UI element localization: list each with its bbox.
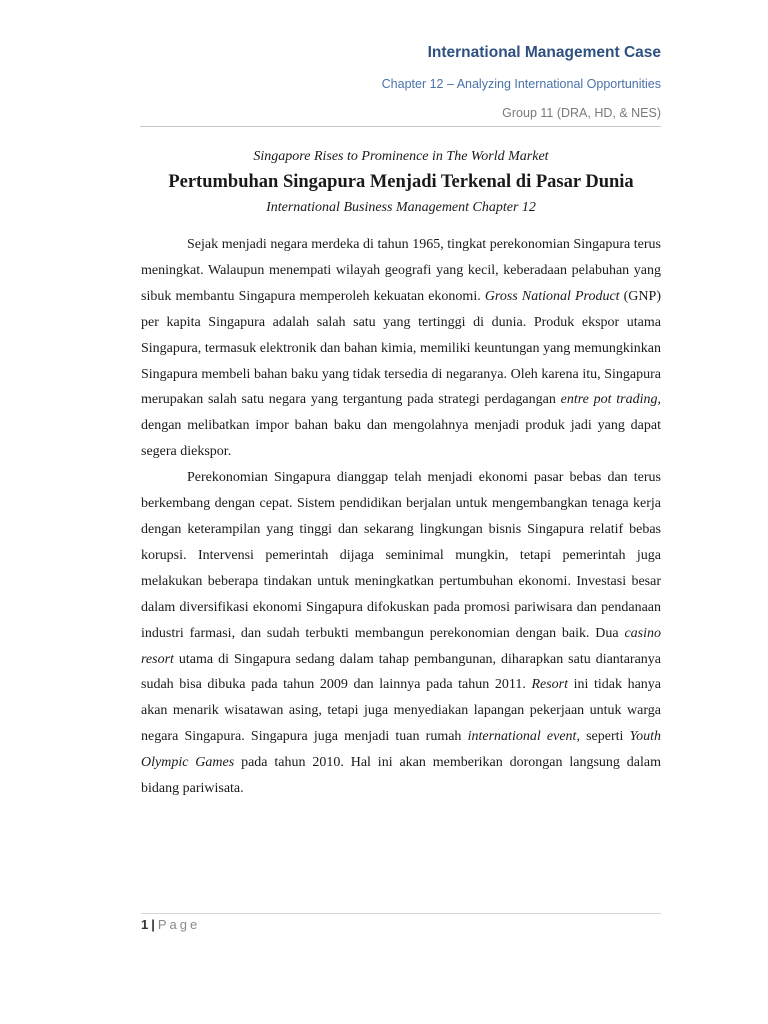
italic-text-run: Youth Olympic Games xyxy=(141,729,661,771)
paragraph xyxy=(141,465,661,802)
text-run: utama di Singapura sedang dalam tahap pembangunan, diharapkan satu diantaranya sudah bisa dibuka pada tahun 2009 dan lainnya pada tahun 2011. xyxy=(141,651,661,693)
italic-text-run: entre pot trading xyxy=(560,392,658,408)
text-run: Sejak menjadi negara merdeka di tahun 1965, tingkat perekonomian Singapura terus meningkat. Walaupun menempati wilayah geografi yang kecil, keberadaan pelabuhan yang sibuk membantu Singapura memperoleh kekuatan ekonomi. xyxy=(141,237,661,304)
text-run: Perekonomian Singapura dianggap telah menjadi ekonomi pasar bebas dan terus berkembang dengan cepat. Sistem pendidikan berjalan untuk mengembangkan tenaga kerja dengan keterampilan yang tinggi dan sekarang lingkungan bisnis Singapura relatif bebas korupsi. Intervensi pemerintah dijaga seminimal mungkin, tetapi pemerintah juga melakukan beberapa tindakan untuk meningkatkan pertumbuhan ekonomi. Investasi besar dalam diversifikasi ekonomi Singapura difokuskan pada promosi pariwisara dan pendanaan industri farmasi, dan sudah terbukti membangun perekonomian dengan baik. Dua xyxy=(141,470,661,641)
text-run: , dengan melibatkan impor bahan baku dan mengolahnya menjadi produk jadi yang dapat segera diekspor. xyxy=(141,392,662,460)
document-body xyxy=(141,232,661,802)
document-subtitle: Singapore Rises to Prominence in The World Market xyxy=(253,149,549,164)
header-chapter: Chapter 12 – Analyzing International Opportunities xyxy=(381,77,661,91)
page-footer xyxy=(141,913,661,932)
italic-text-run: Resort xyxy=(531,677,568,693)
footer-divider xyxy=(141,913,661,914)
document-title: Pertumbuhan Singapura Menjadi Terkenal di Pasar Dunia xyxy=(168,172,634,192)
header-divider xyxy=(140,126,661,127)
page-number-label xyxy=(141,917,661,932)
text-run: (GNP) per kapita Singapura adalah salah satu yang tertinggi di dunia. Produk ekspor utama Singapura, termasuk elektronik dan bahan kimia, memiliki keuntungan yang memungkinkan Singapura membeli bahan baku yang tidak tersedia di negaranya. Oleh karena itu, Singapura merupakan salah satu negara yang tergantung pada strategi perdagangan xyxy=(141,288,661,408)
page-separator: | xyxy=(151,917,155,932)
document-title-block xyxy=(141,148,661,217)
document-course-subtitle: International Business Management Chapter 12 xyxy=(266,200,536,215)
italic-text-run: international event xyxy=(467,729,577,745)
italic-text-run: casino resort xyxy=(141,625,661,667)
header-group: Group 11 (DRA, HD, & NES) xyxy=(502,106,661,120)
page-number: 1 xyxy=(141,917,149,932)
paragraph xyxy=(141,232,661,465)
page-word: Page xyxy=(157,917,201,932)
header-title: International Management Case xyxy=(427,44,661,61)
text-run: pada tahun 2010. Hal ini akan memberikan dorongan langsung dalam bidang pariwisata. xyxy=(141,755,661,797)
text-run: ini tidak hanya akan menarik wisatawan asing, tetapi juga menyediakan lapangan pekerjaan untuk warga negara Singapura. Singapura juga menjadi tuan rumah xyxy=(141,677,662,745)
italic-text-run: Gross National Product xyxy=(484,288,620,304)
text-run: , seperti xyxy=(576,729,630,745)
